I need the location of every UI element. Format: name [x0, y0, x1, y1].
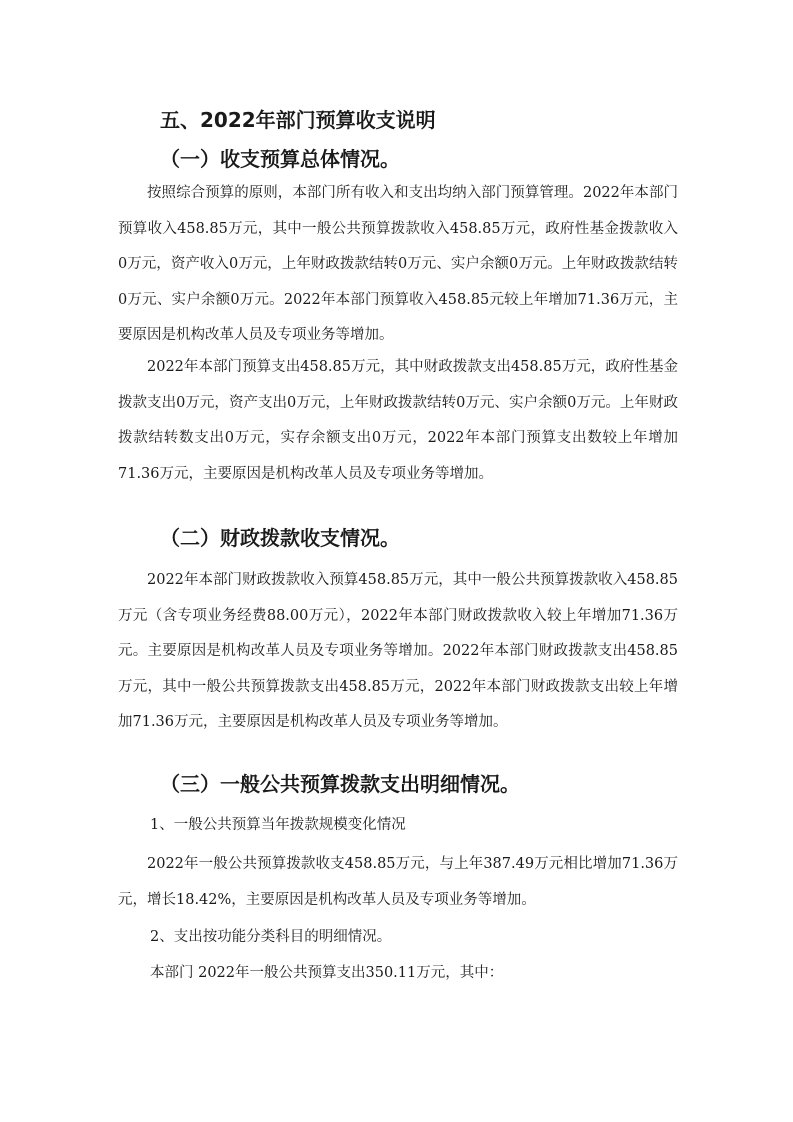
paragraph-budget-expenditure: 2022年本部门预算支出458.85万元，其中财政拨款支出458.85万元，政府性基金拨款支出0万元，资产支出0万元，上年财政拨款结转0万元、实户余额0万元。上年财政拨款结转数支出0万元，实存余额支出0万元，2022年本部门预算支出数较上年增加71.36万元，主要原因是机构改革人员及专项业务等增加。: [118, 359, 678, 482]
subsection-title-2: （二）财政拨款收支情况。: [160, 526, 400, 550]
list-item-2: 2、支出按功能分类科目的明细情况。: [150, 929, 392, 945]
paragraph-budget-income: 按照综合预算的原则，本部门所有收入和支出均纳入部门预算管理。2022年本部门预算收入458.85万元，其中一般公共预算拨款收入458.85万元，政府性基金拨款收入0万元，资产收入0万元，上年财政拨款结转0万元、实户余额0万元。上年财政拨款结转0万元、实户余额0万元。2022年本部门预算收入458.85元较上年增加71.36万元，主要原因是机构改革人员及专项业务等增加。: [118, 185, 678, 343]
list-item-3: 本部门 2022年一般公共预算支出350.11万元，其中：: [150, 965, 504, 981]
subsection-title-3: （三）一般公共预算拨款支出明细情况。: [160, 772, 520, 796]
section-title: 五、2022年部门预算收支说明: [160, 108, 436, 132]
list-item-1: 1、一般公共预算当年拨款规模变化情况: [150, 817, 406, 833]
paragraph-scale-change: 2022年一般公共预算拨款收支458.85万元，与上年387.49万元相比增加71.36万元，增长18.42%，主要原因是机构改革人员及专项业务等增加。: [118, 856, 678, 908]
paragraph-fiscal-appropriation: 2022年本部门财政拨款收入预算458.85万元，其中一般公共预算拨款收入458.85万元（含专项业务经费88.00万元），2022年本部门财政拨款收入较上年增加71.36万元。主要原因是机构改革人员及专项业务等增加。2022年本部门财政拨款支出458.85万元，其中一般公共预算拨款支出458.85万元，2022年本部门财政拨款支出较上年增加71.36万元，主要原因是机构改革人员及专项业务等增加。: [118, 572, 678, 730]
subsection-title-1: （一）收支预算总体情况。: [160, 147, 400, 171]
